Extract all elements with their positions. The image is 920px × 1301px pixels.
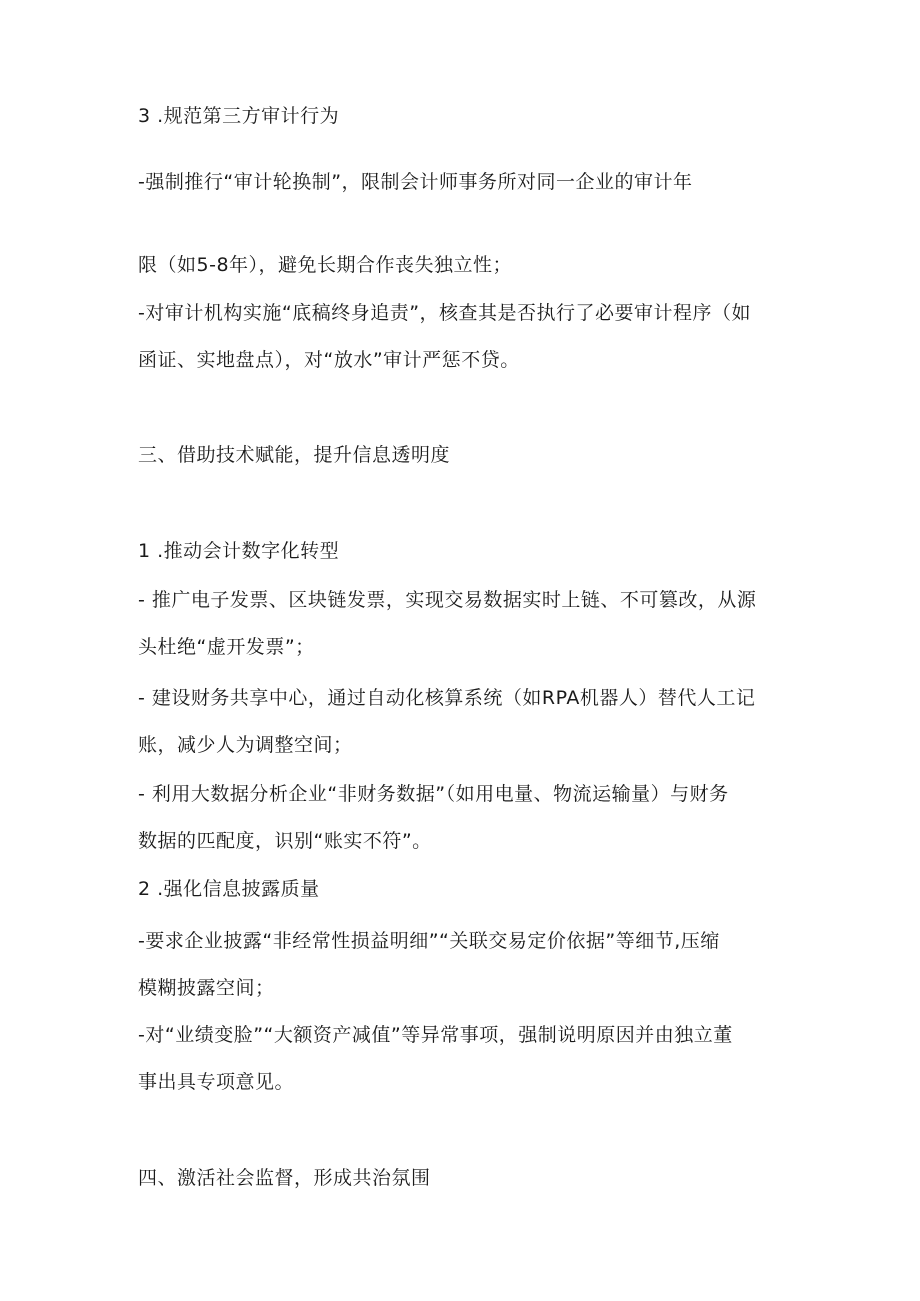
paragraph-line: 数据的匹配度，识别“账实不符”。 [138, 830, 432, 852]
paragraph-line: - 建设财务共享中心，通过自动化核算系统（如RPA机器人）替代人工记 [138, 687, 756, 709]
subsection-heading: 1 .推动会计数字化转型 [138, 540, 340, 562]
paragraph-line: 限（如5-8年），避免长期合作丧失独立性； [138, 254, 513, 276]
paragraph-line: - 推广电子发票、区块链发票，实现交易数据实时上链、不可篡改，从源 [138, 589, 757, 611]
subsection-heading: 2 .强化信息披露质量 [138, 878, 320, 900]
paragraph-line: 模糊披露空间； [138, 977, 275, 999]
paragraph-line: -对审计机构实施“底稿终身追责”，核查其是否执行了必要审计程序（如 [138, 302, 752, 324]
paragraph-line: -强制推行“审计轮换制”，限制会计师事务所对同一企业的审计年 [138, 171, 693, 193]
section-heading: 四、激活社会监督，形成共治氛围 [138, 1167, 431, 1189]
subsection-heading: 3 .规范第三方审计行为 [138, 105, 340, 127]
paragraph-line: 函证、实地盘点），对“放水”审计严惩不贷。 [138, 349, 520, 371]
paragraph-line: - 利用大数据分析企业“非财务数据”（如用电量、物流运输量）与财务 [138, 783, 729, 805]
paragraph-line: 事出具专项意见。 [138, 1071, 295, 1093]
section-heading: 三、借助技术赋能，提升信息透明度 [138, 444, 451, 466]
paragraph-line: 账，减少人为调整空间； [138, 734, 353, 756]
paragraph-line: -对“业绩变脸”“大额资产减值”等异常事项，强制说明原因并由独立董 [138, 1024, 733, 1046]
paragraph-line: -要求企业披露“非经常性损益明细”“关联交易定价依据”等细节,压缩 [138, 930, 720, 952]
paragraph-line: 头杜绝“虚开发票”； [138, 636, 315, 658]
